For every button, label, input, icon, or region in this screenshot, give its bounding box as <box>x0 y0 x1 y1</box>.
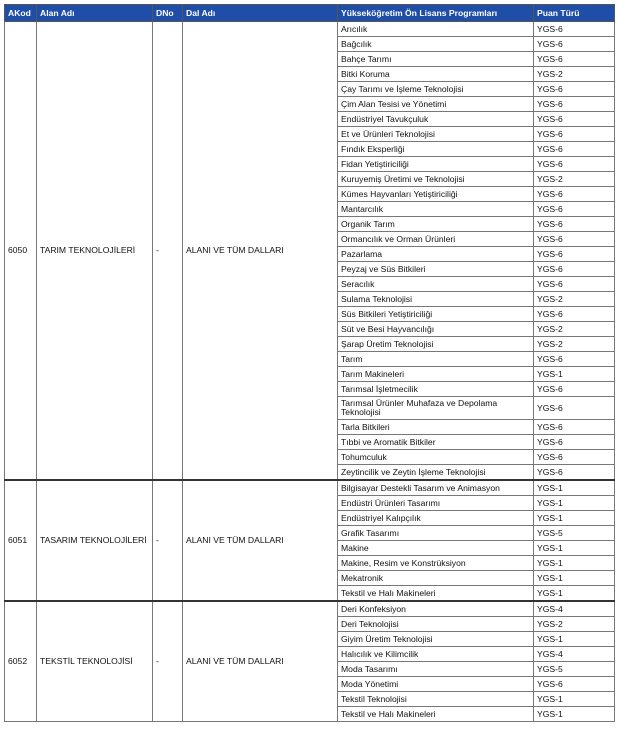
puan-turu-cell: YGS-1 <box>534 571 615 586</box>
table-body <box>5 22 615 722</box>
puan-turu-cell: YGS-1 <box>534 707 615 722</box>
program-name-cell: Kümes Hayvanları Yetiştiriciliği <box>338 187 534 202</box>
puan-turu-cell: YGS-1 <box>534 480 615 496</box>
puan-turu-cell: YGS-6 <box>534 435 615 450</box>
program-name-cell: Mekatronik <box>338 571 534 586</box>
program-name-cell: Giyim Üretim Teknolojisi <box>338 632 534 647</box>
puan-turu-cell: YGS-6 <box>534 127 615 142</box>
puan-turu-cell: YGS-1 <box>534 556 615 571</box>
header-alan-adi: Alan Adı <box>37 5 153 22</box>
program-name-cell: Tekstil ve Halı Makineleri <box>338 707 534 722</box>
program-name-cell: Fidan Yetiştiriciliği <box>338 157 534 172</box>
program-table <box>4 4 615 722</box>
program-name-cell: Deri Teknolojisi <box>338 617 534 632</box>
header-programlar: Yükseköğretim Ön Lisans Programları <box>338 5 534 22</box>
puan-turu-cell: YGS-6 <box>534 352 615 367</box>
puan-turu-cell: YGS-1 <box>534 511 615 526</box>
header-dno: DNo <box>153 5 183 22</box>
group-dal-adi: ALANI VE TÜM DALLARI <box>183 601 338 722</box>
puan-turu-cell: YGS-6 <box>534 142 615 157</box>
group-alan-adi: TARIM TEKNOLOJİLERİ <box>37 22 153 481</box>
puan-turu-cell: YGS-2 <box>534 67 615 82</box>
puan-turu-cell: YGS-6 <box>534 262 615 277</box>
puan-turu-cell: YGS-1 <box>534 541 615 556</box>
group-akod: 6051 <box>5 480 37 601</box>
program-name-cell: Fındık Eksperliği <box>338 142 534 157</box>
puan-turu-cell: YGS-6 <box>534 112 615 127</box>
group-dno: - <box>153 601 183 722</box>
program-name-cell: Tarımsal Ürünler Muhafaza ve Depolama Teknolojisi <box>338 397 534 420</box>
program-name-cell: Organik Tarım <box>338 217 534 232</box>
puan-turu-cell: YGS-6 <box>534 157 615 172</box>
program-name-cell: Süs Bitkileri Yetiştiriciliği <box>338 307 534 322</box>
program-name-cell: Bahçe Tarımı <box>338 52 534 67</box>
group-dal-adi: ALANI VE TÜM DALLARI <box>183 480 338 601</box>
program-name-cell: Endüstriyel Tavukçuluk <box>338 112 534 127</box>
program-name-cell: Tohumculuk <box>338 450 534 465</box>
puan-turu-cell: YGS-6 <box>534 382 615 397</box>
program-name-cell: Peyzaj ve Süs Bitkileri <box>338 262 534 277</box>
group-alan-adi: TEKSTİL TEKNOLOJİSİ <box>37 601 153 722</box>
program-name-cell: Endüstri Ürünleri Tasarımı <box>338 496 534 511</box>
table-row <box>5 480 615 496</box>
program-name-cell: Tarla Bitkileri <box>338 420 534 435</box>
group-dno: - <box>153 22 183 481</box>
header-akod: AKod <box>5 5 37 22</box>
header-puan-turu: Puan Türü <box>534 5 615 22</box>
program-name-cell: Zeytincilik ve Zeytin İşleme Teknolojisi <box>338 465 534 481</box>
program-name-cell: Grafik Tasarımı <box>338 526 534 541</box>
puan-turu-cell: YGS-2 <box>534 322 615 337</box>
puan-turu-cell: YGS-6 <box>534 247 615 262</box>
puan-turu-cell: YGS-6 <box>534 677 615 692</box>
program-name-cell: Et ve Ürünleri Teknolojisi <box>338 127 534 142</box>
program-name-cell: Bağcılık <box>338 37 534 52</box>
puan-turu-cell: YGS-1 <box>534 692 615 707</box>
program-name-cell: Kuruyemiş Üretimi ve Teknolojisi <box>338 172 534 187</box>
program-name-cell: Tekstil ve Halı Makineleri <box>338 586 534 602</box>
program-name-cell: Süt ve Besi Hayvancılığı <box>338 322 534 337</box>
program-name-cell: Moda Tasarımı <box>338 662 534 677</box>
puan-turu-cell: YGS-2 <box>534 292 615 307</box>
puan-turu-cell: YGS-5 <box>534 526 615 541</box>
program-name-cell: Tekstil Teknolojisi <box>338 692 534 707</box>
puan-turu-cell: YGS-1 <box>534 586 615 602</box>
puan-turu-cell: YGS-6 <box>534 97 615 112</box>
puan-turu-cell: YGS-6 <box>534 450 615 465</box>
program-name-cell: Bitki Koruma <box>338 67 534 82</box>
puan-turu-cell: YGS-2 <box>534 337 615 352</box>
puan-turu-cell: YGS-2 <box>534 617 615 632</box>
program-name-cell: Çay Tarımı ve İşleme Teknolojisi <box>338 82 534 97</box>
group-dno: - <box>153 480 183 601</box>
puan-turu-cell: YGS-2 <box>534 172 615 187</box>
program-name-cell: Bilgisayar Destekli Tasarım ve Animasyon <box>338 480 534 496</box>
group-akod: 6050 <box>5 22 37 481</box>
puan-turu-cell: YGS-6 <box>534 52 615 67</box>
header-row <box>5 5 615 22</box>
program-name-cell: Sulama Teknolojisi <box>338 292 534 307</box>
program-name-cell: Halıcılık ve Kilimcilik <box>338 647 534 662</box>
program-name-cell: Ormancılık ve Orman Ürünleri <box>338 232 534 247</box>
puan-turu-cell: YGS-1 <box>534 632 615 647</box>
puan-turu-cell: YGS-5 <box>534 662 615 677</box>
program-name-cell: Pazarlama <box>338 247 534 262</box>
program-name-cell: Moda Yönetimi <box>338 677 534 692</box>
group-alan-adi: TASARIM TEKNOLOJİLERİ <box>37 480 153 601</box>
puan-turu-cell: YGS-6 <box>534 420 615 435</box>
puan-turu-cell: YGS-1 <box>534 496 615 511</box>
program-name-cell: Tıbbi ve Aromatik Bitkiler <box>338 435 534 450</box>
puan-turu-cell: YGS-6 <box>534 187 615 202</box>
program-name-cell: Makine, Resim ve Konstrüksiyon <box>338 556 534 571</box>
puan-turu-cell: YGS-1 <box>534 367 615 382</box>
program-name-cell: Şarap Üretim Teknolojisi <box>338 337 534 352</box>
program-name-cell: Arıcılık <box>338 22 534 37</box>
puan-turu-cell: YGS-4 <box>534 647 615 662</box>
program-name-cell: Tarımsal İşletmecilik <box>338 382 534 397</box>
table-row <box>5 601 615 617</box>
puan-turu-cell: YGS-6 <box>534 397 615 420</box>
puan-turu-cell: YGS-6 <box>534 277 615 292</box>
program-name-cell: Tarım <box>338 352 534 367</box>
header-dal-adi: Dal Adı <box>183 5 338 22</box>
program-name-cell: Çim Alan Tesisi ve Yönetimi <box>338 97 534 112</box>
puan-turu-cell: YGS-6 <box>534 232 615 247</box>
group-akod: 6052 <box>5 601 37 722</box>
puan-turu-cell: YGS-4 <box>534 601 615 617</box>
puan-turu-cell: YGS-6 <box>534 37 615 52</box>
group-dal-adi: ALANI VE TÜM DALLARI <box>183 22 338 481</box>
puan-turu-cell: YGS-6 <box>534 22 615 37</box>
puan-turu-cell: YGS-6 <box>534 465 615 481</box>
table-row <box>5 22 615 37</box>
program-name-cell: Mantarcılık <box>338 202 534 217</box>
puan-turu-cell: YGS-6 <box>534 217 615 232</box>
puan-turu-cell: YGS-6 <box>534 307 615 322</box>
program-name-cell: Deri Konfeksiyon <box>338 601 534 617</box>
program-name-cell: Tarım Makineleri <box>338 367 534 382</box>
program-name-cell: Makine <box>338 541 534 556</box>
program-name-cell: Endüstriyel Kalıpçılık <box>338 511 534 526</box>
program-table-container <box>4 4 615 722</box>
program-name-cell: Seracılık <box>338 277 534 292</box>
puan-turu-cell: YGS-6 <box>534 202 615 217</box>
puan-turu-cell: YGS-6 <box>534 82 615 97</box>
